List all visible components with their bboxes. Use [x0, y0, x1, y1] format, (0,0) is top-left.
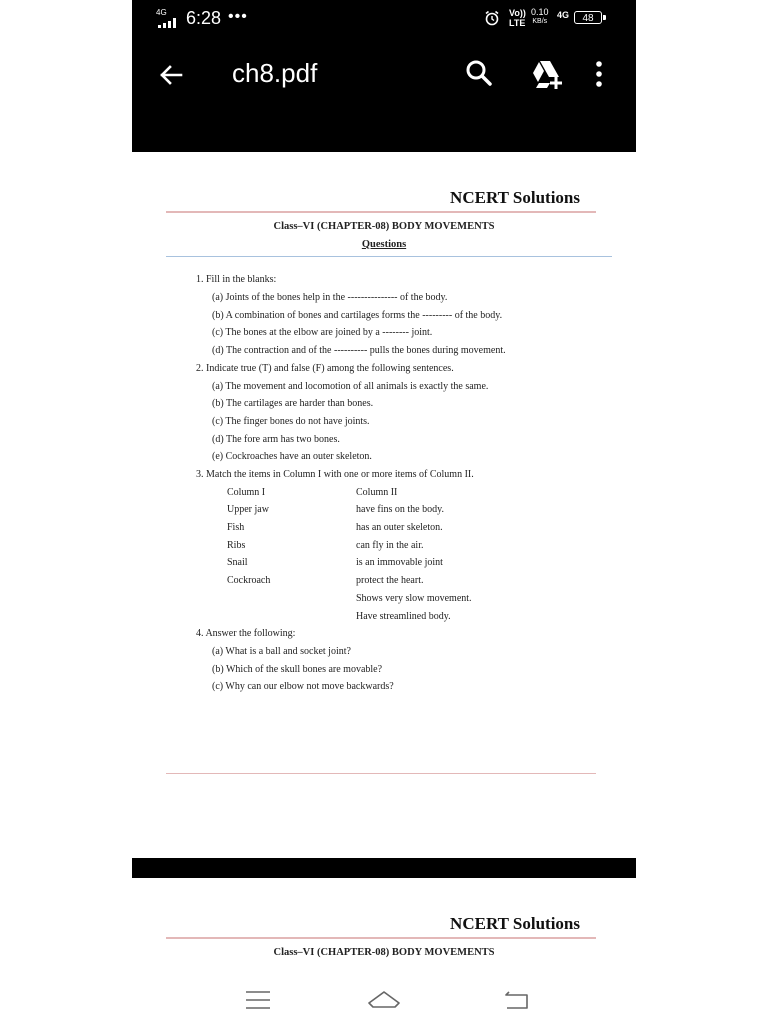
top-bar: [132, 0, 636, 152]
text-line: (e) Cockroaches have an outer skeleton.: [212, 451, 372, 462]
battery-icon: [574, 11, 602, 24]
questions-heading: Questions: [361, 239, 407, 250]
column-1-item: Cockroach: [227, 575, 271, 586]
column-2-item: Have streamlined body.: [356, 611, 451, 622]
network-speed: [531, 7, 549, 27]
column-1-item: Snail: [227, 557, 248, 568]
text-line: 2. Indicate true (T) and false (F) among the following sentences.: [196, 363, 454, 374]
volte-indicator: [509, 8, 526, 28]
text-line: (a) What is a ball and socket joint?: [212, 646, 351, 657]
column-1-item: Upper jaw: [227, 504, 269, 515]
text-line: (b) Which of the skull bones are movable?: [212, 664, 383, 675]
back-nav-icon[interactable]: [498, 982, 534, 1018]
network-type-small: 4G: [156, 8, 167, 17]
battery-level: 48: [582, 13, 594, 24]
column-1-header: Column I: [227, 487, 266, 498]
text-line: (b) The cartilages are harder than bones.: [212, 398, 374, 409]
lte-label: LTE: [509, 18, 526, 28]
volte-label: Vo)): [509, 8, 526, 18]
column-2-item: is an immovable joint: [356, 557, 443, 568]
column-1-item: Ribs: [227, 540, 246, 551]
page-brand: NCERT Solutions: [450, 188, 580, 207]
page-brand: NCERT Solutions: [450, 914, 580, 933]
drive-add-icon[interactable]: [529, 58, 563, 90]
text-line: (c) The finger bones do not have joints.: [212, 416, 370, 427]
menu-lines-icon[interactable]: [240, 982, 276, 1018]
footer-rule: [166, 773, 596, 774]
phone-screen: [132, 0, 636, 1024]
document-title: ch8.pdf: [232, 58, 318, 88]
status-time: 6:28: [186, 8, 222, 28]
text-line: (c) The bones at the elbow are joined by a -------- joint.: [212, 327, 433, 338]
heading-rule: [166, 256, 612, 257]
column-2-item: has an outer skeleton.: [356, 522, 443, 533]
more-vert-icon[interactable]: [594, 60, 604, 88]
status-bar: [132, 0, 636, 38]
home-icon[interactable]: [366, 982, 402, 1018]
text-line: (a) Joints of the bones help in the --------------- of the body.: [212, 292, 448, 303]
speed-value: 0.10: [531, 7, 549, 17]
column-2-item: protect the heart.: [356, 575, 424, 586]
navigation-bar: [132, 978, 636, 1024]
text-line: 3. Match the items in Column I with one or more items of Column II.: [196, 469, 474, 480]
class-chapter-line: Class–VI (CHAPTER-08) BODY MOVEMENTS: [273, 947, 495, 958]
text-line: (a) The movement and locomotion of all animals is exactly the same.: [212, 381, 489, 392]
alarm-icon: [484, 10, 500, 26]
text-line: 1. Fill in the blanks:: [196, 274, 277, 285]
column-2-item: Shows very slow movement.: [356, 593, 472, 604]
text-line: 4. Answer the following:: [196, 628, 296, 639]
page-separator: [132, 858, 636, 878]
text-line: (d) The fore arm has two bones.: [212, 434, 340, 445]
network-type: 4G: [557, 10, 570, 20]
column-1-item: Fish: [227, 522, 245, 533]
speed-unit: KB/s: [532, 18, 548, 25]
text-line: (d) The contraction and of the ---------- pulls the bones during movement.: [212, 345, 506, 356]
signal-icon: [158, 18, 178, 28]
column-2-header: Column II: [356, 487, 398, 498]
header-rule: [166, 937, 596, 939]
app-bar: [132, 52, 636, 96]
pdf-page-1: [132, 152, 636, 858]
header-rule: [166, 211, 596, 213]
class-chapter-line: Class–VI (CHAPTER-08) BODY MOVEMENTS: [273, 221, 495, 232]
text-line: (c) Why can our elbow not move backwards?: [212, 681, 394, 692]
search-icon[interactable]: [464, 58, 494, 88]
column-2-item: can fly in the air.: [356, 540, 424, 551]
notification-dots: •••: [228, 8, 248, 25]
column-2-item: have fins on the body.: [356, 504, 444, 515]
pdf-page-2: [132, 878, 636, 978]
text-line: (b) A combination of bones and cartilages forms the --------- of the body.: [212, 310, 503, 321]
arrow-left-icon[interactable]: [156, 60, 186, 90]
